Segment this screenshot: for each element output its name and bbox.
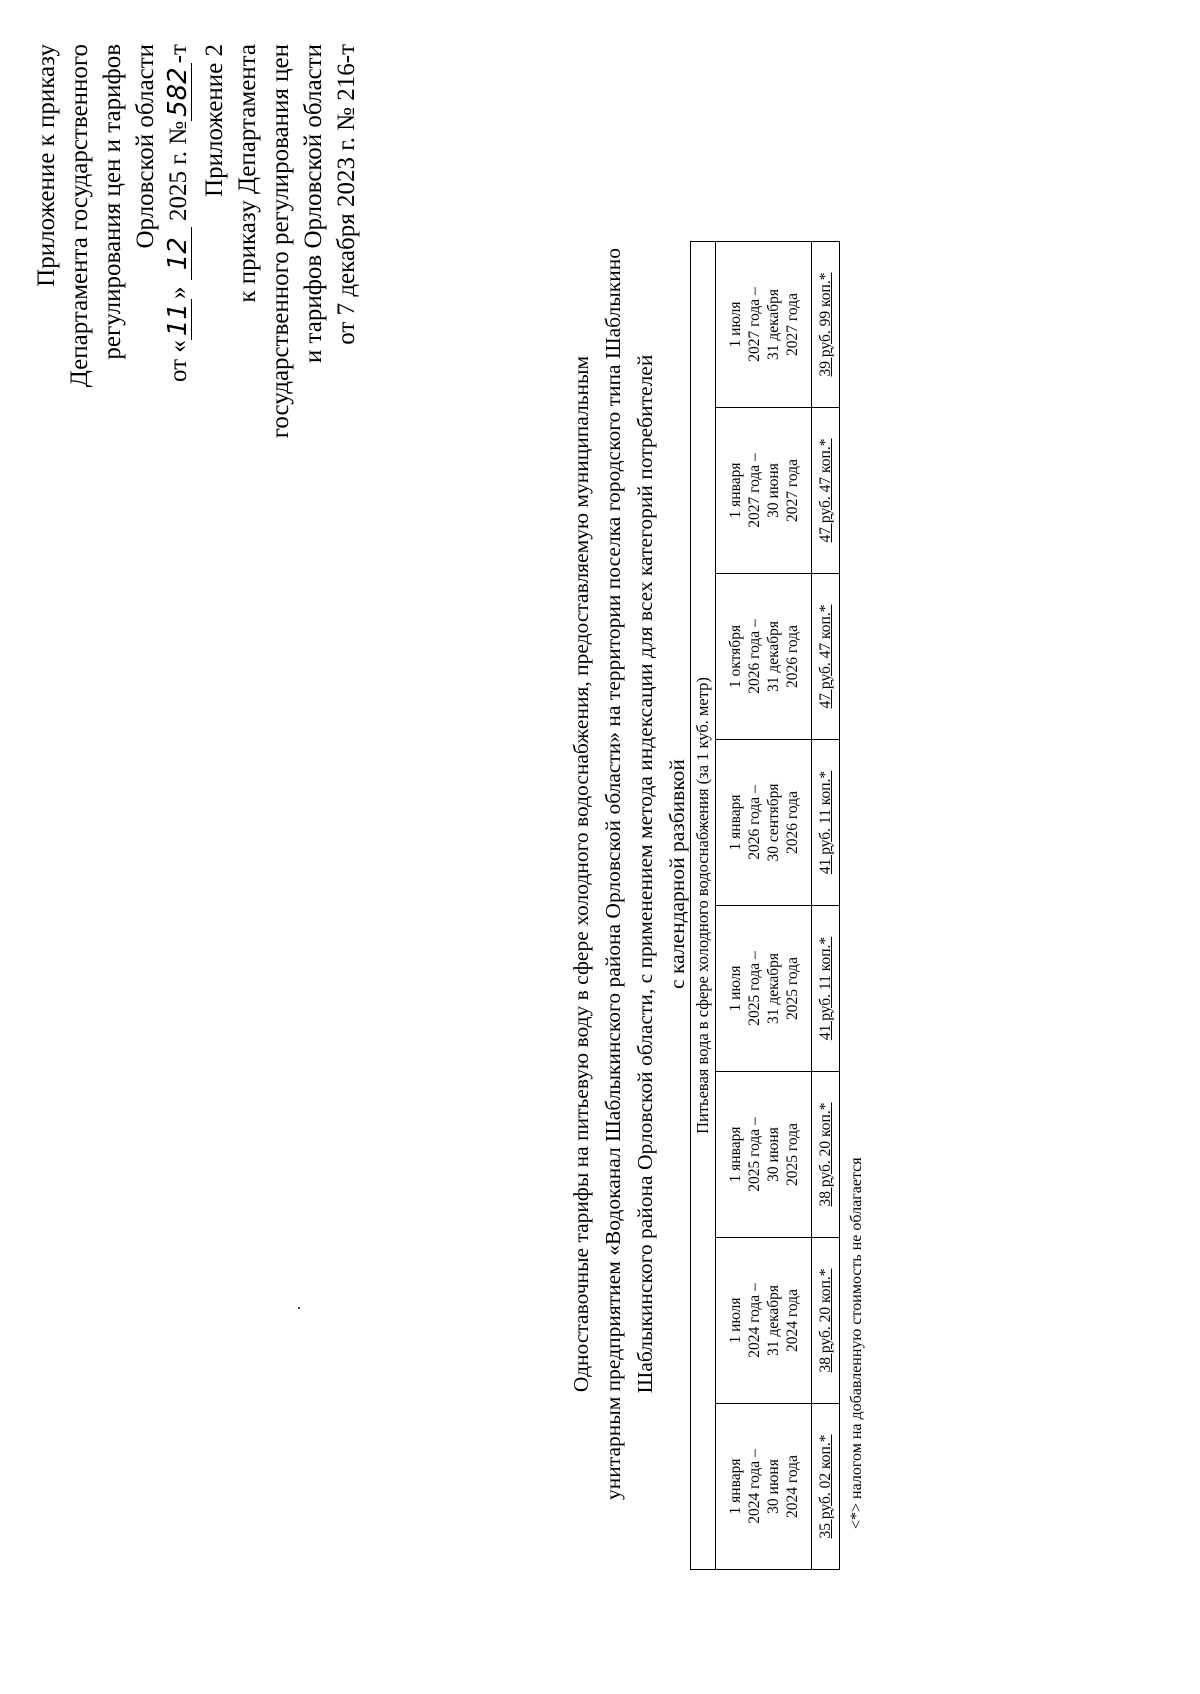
tariff-value: 41 руб. 11 коп.* xyxy=(812,740,840,906)
order-appendix-header: Приложение к приказу Департамента государственного регулирования цен и тарифов Орловской области от «11» 12 2025 г. №582-т xyxy=(30,44,195,559)
period-cell: 1 июля 2024 года – 31 декабря 2024 года xyxy=(716,1238,812,1404)
tariff-value: 47 руб. 47 коп.* xyxy=(812,574,840,740)
table-header: Питьевая вода в сфере холодного водоснабжения (за 1 куб. метр) xyxy=(691,242,716,1570)
appendix-2-header: Приложение 2 к приказу Департамента государственного регулирования цен и тарифов Орловской области от 7 декабря 2023 г. № 216-т xyxy=(201,44,360,439)
period-cell: 1 января 2025 года – 30 июня 2025 года xyxy=(716,1072,812,1238)
handwritten-month: 12 xyxy=(165,227,192,280)
handwritten-number: 582 xyxy=(165,63,192,121)
period-cell: 1 января 2027 года – 30 июня 2027 года xyxy=(716,408,812,574)
period-cell: 1 января 2026 года – 30 сентября 2026 года xyxy=(716,740,812,906)
values-row xyxy=(812,242,840,1570)
handwritten-day: 11 xyxy=(165,299,192,340)
tariff-value: 41 руб. 11 коп.* xyxy=(812,906,840,1072)
tariff-value: 39 руб. 99 коп.* xyxy=(812,242,840,408)
tariff-value: 47 руб. 47 коп.* xyxy=(812,408,840,574)
tariff-table-wrapper xyxy=(690,241,840,1570)
document-title: Одноставочные тарифы на питьевую воду в сфере холодного водоснабжения, предоставляемую муниципальным унитарным предприятием «Водоканал Шаблыкинского района Орловской области» на территории поселка городского типа Шаблыкино Шаблыкинского района Орловской области, с применением метода индексации для всех категорий потребителей с календарной разбивкой xyxy=(569,248,689,1500)
tariff-table xyxy=(690,241,840,1570)
periods-row xyxy=(716,242,812,1570)
period-cell: 1 октября 2026 года – 31 декабря 2026 года xyxy=(716,574,812,740)
tariff-value: 38 руб. 20 коп.* xyxy=(812,1238,840,1404)
vat-footnote: <*> налогом на добавленную стоимость не облагается xyxy=(848,1157,865,1529)
period-cell: 1 июля 2025 года – 31 декабря 2025 года xyxy=(716,906,812,1072)
period-cell: 1 июля 2027 года – 31 декабря 2027 года xyxy=(716,242,812,408)
tariff-value: 38 руб. 20 коп.* xyxy=(812,1072,840,1238)
tariff-value: 35 руб. 02 коп.* xyxy=(812,1404,840,1570)
appendix-title: Приложение к приказу xyxy=(33,44,60,287)
period-cell: 1 января 2024 года – 30 июня 2024 года xyxy=(716,1404,812,1570)
order-date-line: от «11» 12 2025 г. №582-т xyxy=(163,44,193,382)
scan-speck xyxy=(298,1307,300,1309)
